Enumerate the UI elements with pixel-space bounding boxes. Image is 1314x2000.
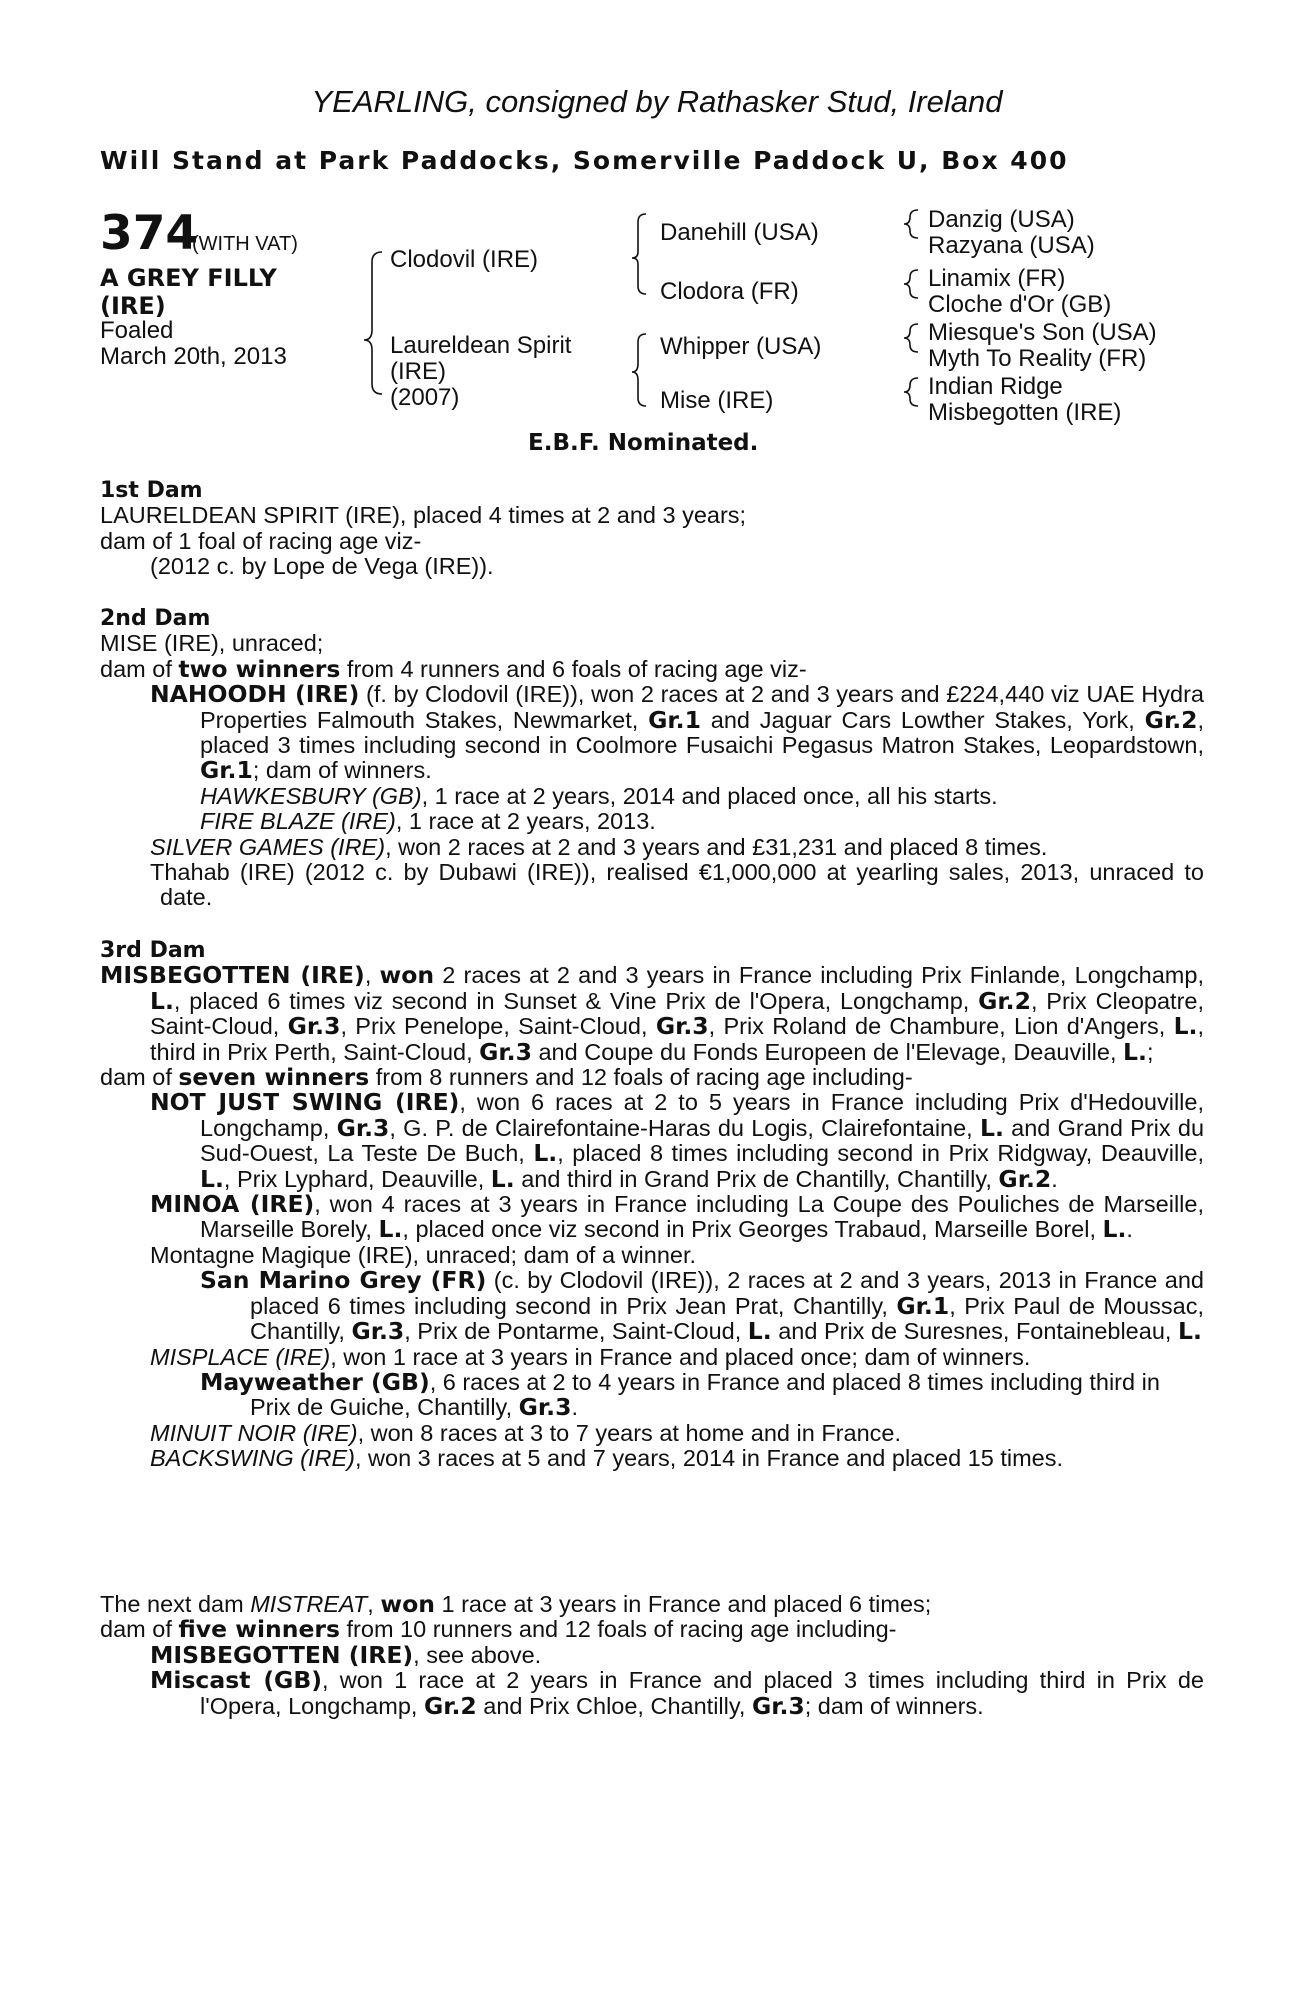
hawkesbury-entry: HAWKESBURY (GB), 1 race at 2 years, 2014 and placed once, all his starts. bbox=[200, 782, 998, 809]
third-dam-section bbox=[100, 938, 1204, 1472]
stand-location: Will Stand at Park Paddocks, Somerville Paddock U, Box 400 bbox=[100, 146, 1069, 175]
misbegotten-entry: MISBEGOTTEN (IRE), won 2 races at 2 and 3 years in France including Prix Finlande, Longchamp, L., placed 6 times viz second in Sunset & Vine Prix de l'Opera, Longchamp, Gr.2, Prix Cleopatre, Saint-Cloud, Gr.3, Prix Penelope, Saint-Cloud, Gr.3, Prix Roland de Chambure, Lion d'Angers, L., third in Prix Perth, Saint-Cloud, Gr.3 and Coupe du Fonds Europeen de l'Elevage, Deauville, L.; bbox=[100, 961, 1205, 1066]
pedigree-dam-line1: Laureldean Spirit bbox=[390, 332, 572, 359]
pedigree-g3-3: Linamix (FR) bbox=[928, 265, 1066, 292]
next-dam-section bbox=[100, 1592, 1204, 1719]
montagne-entry: Montagne Magique (IRE), unraced; dam of a winner. bbox=[150, 1241, 697, 1268]
next-dam-misbegotten: MISBEGOTTEN (IRE), see above. bbox=[150, 1640, 542, 1669]
third-dam-produce: dam of seven winners from 8 runners and 12 foals of racing age including- bbox=[100, 1063, 913, 1092]
ebf-nominated: E.B.F. Nominated. bbox=[528, 430, 759, 456]
pedigree-g3-1: Danzig (USA) bbox=[928, 206, 1075, 233]
first-dam-foal: (2012 c. by Lope de Vega (IRE)). bbox=[150, 553, 494, 580]
brace-gen3-4 bbox=[904, 378, 918, 406]
third-dam-heading: 3rd Dam bbox=[100, 938, 206, 963]
horse-name-line1: A GREY FILLY bbox=[100, 264, 277, 292]
pedigree-sire-dam: Clodora (FR) bbox=[660, 278, 799, 305]
backswing-entry: BACKSWING (IRE), won 3 races at 5 and 7 years, 2014 in France and placed 15 times. bbox=[150, 1445, 1064, 1472]
pedigree-g3-4: Cloche d'Or (GB) bbox=[928, 291, 1112, 318]
brace-gen3-2 bbox=[904, 270, 918, 298]
horse-name-line2: (IRE) bbox=[100, 292, 166, 320]
pedigree-braces bbox=[0, 0, 1314, 460]
foaled-date: March 20th, 2013 bbox=[100, 343, 287, 370]
first-dam-produce: dam of 1 foal of racing age viz- bbox=[100, 527, 422, 554]
pedigree-dam bbox=[390, 333, 571, 411]
vat-label: (WITH VAT) bbox=[192, 233, 298, 255]
minuitnoir-entry: MINUIT NOIR (IRE), won 8 races at 3 to 7 years at home and in France. bbox=[150, 1419, 901, 1446]
pedigree-g3-7: Indian Ridge bbox=[928, 373, 1063, 400]
brace-gen3-1 bbox=[904, 210, 918, 238]
pedigree-dam-line3: (2007) bbox=[390, 384, 460, 411]
second-dam-heading: 2nd Dam bbox=[100, 606, 211, 631]
fireblaze-entry: FIRE BLAZE (IRE), 1 race at 2 years, 2013. bbox=[200, 808, 656, 835]
brace-gen2-dam bbox=[632, 334, 646, 406]
consignor-line: YEARLING, consigned by Rathasker Stud, Ireland bbox=[311, 84, 1003, 119]
brace-gen3-3 bbox=[904, 324, 918, 352]
pedigree-dam-dam: Mise (IRE) bbox=[660, 387, 774, 414]
next-dam-produce: dam of five winners from 10 runners and 12 foals of racing age including- bbox=[100, 1615, 897, 1644]
brace-gen1 bbox=[364, 252, 382, 394]
misplace-entry: MISPLACE (IRE), won 1 race at 3 years in France and placed once; dam of winners. bbox=[150, 1343, 1031, 1370]
silvergames-entry: SILVER GAMES (IRE), won 2 races at 2 and 3 years and £31,231 and placed 8 times. bbox=[150, 833, 1048, 860]
miscast-entry: Miscast (GB), won 1 race at 2 years in France and placed 3 times including third in Prix de l'Opera, Longchamp, Gr.2 and Prix Chloe, Chantilly, Gr.3; dam of winners. bbox=[150, 1666, 1204, 1720]
first-dam-heading: 1st Dam bbox=[100, 478, 203, 503]
lot-number: 374 bbox=[100, 206, 199, 261]
pedigree-dam-sire: Whipper (USA) bbox=[660, 333, 822, 360]
pedigree-g3-6: Myth To Reality (FR) bbox=[928, 345, 1147, 372]
first-dam-line: LAURELDEAN SPIRIT (IRE), placed 4 times at 2 and 3 years; bbox=[100, 502, 747, 529]
brace-gen2-sire bbox=[632, 214, 646, 294]
sanmarino-entry: San Marino Grey (FR) (c. by Clodovil (IRE)), 2 races at 2 and 3 years, 2013 in France and placed 6 times including second in Prix Jean Prat, Chantilly, Gr.1, Prix Paul de Moussac, Chantilly, Gr.3, Prix de Pontarme, Saint-Cloud, L. and Prix de Suresnes, Fontainebleau, L. bbox=[200, 1266, 1204, 1346]
second-dam-produce: dam of two winners from 4 runners and 6 foals of racing age viz- bbox=[100, 654, 807, 683]
minoa-entry: MINOA (IRE), won 4 races at 3 years in France including La Coupe des Pouliches de Marseille, Marseille Borely, L., placed once viz second in Prix Georges Trabaud, Marseille Borel, L.. bbox=[150, 1190, 1204, 1244]
foaled-label: Foaled bbox=[100, 317, 174, 344]
pedigree-sire-sire: Danehill (USA) bbox=[660, 219, 819, 246]
second-dam-section bbox=[100, 606, 1204, 911]
thahab-entry: Thahab (IRE) (2012 c. by Dubawi (IRE)), realised €1,000,000 at yearling sales, 2013, unraced to date. bbox=[150, 859, 1204, 911]
pedigree-sire: Clodovil (IRE) bbox=[390, 246, 539, 273]
pedigree-g3-8: Misbegotten (IRE) bbox=[928, 399, 1122, 426]
pedigree-dam-line2: (IRE) bbox=[390, 358, 446, 385]
notjustswing-entry: NOT JUST SWING (IRE), won 6 races at 2 to 5 years in France including Prix d'Hedouville, Longchamp, Gr.3, G. P. de Clairefontaine-Haras du Logis, Clairefontaine, L. and Grand Prix du Sud-Ouest, La Teste De Buch, L., placed 8 times including second in Prix Ridgway, Deauville, L., Prix Lyphard, Deauville, L. and third in Grand Prix de Chantilly, Chantilly, Gr.2. bbox=[150, 1088, 1205, 1193]
mayweather-entry: Mayweather (GB), 6 races at 2 to 4 years in France and placed 8 times including third in Prix de Guiche, Chantilly, Gr.3. bbox=[200, 1367, 1160, 1422]
next-dam-line: The next dam MISTREAT, won 1 race at 3 years in France and placed 6 times; bbox=[100, 1590, 932, 1618]
first-dam-section bbox=[100, 478, 1204, 580]
pedigree-g3-5: Miesque's Son (USA) bbox=[928, 319, 1157, 346]
nahoodh-entry: NAHOODH (IRE) (f. by Clodovil (IRE)), won 2 races at 2 and 3 years and £224,440 viz UAE Hydra Properties Falmouth Stakes, Newmarket, Gr.1 and Jaguar Cars Lowther Stakes, York, Gr.2, placed 3 times including second in Coolmore Fusaichi Pegasus Matron Stakes, Leopardstown, Gr.1; dam of winners. bbox=[150, 680, 1205, 785]
pedigree-g3-2: Razyana (USA) bbox=[928, 232, 1095, 259]
second-dam-line: MISE (IRE), unraced; bbox=[100, 630, 324, 657]
